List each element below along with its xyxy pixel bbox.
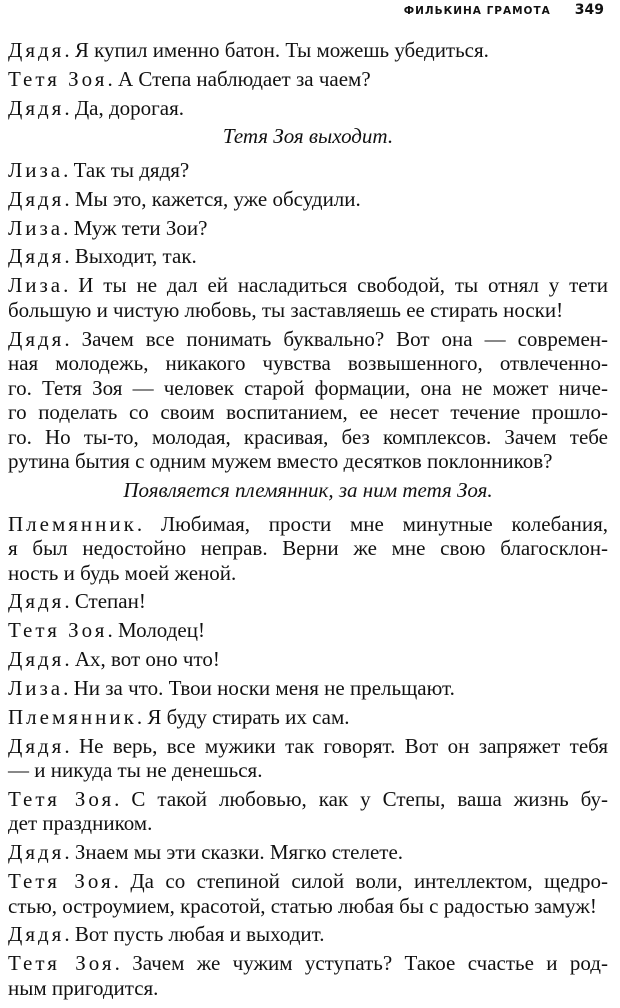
- text-line: Тетя Зоя. А Степа наблюдает за чаем?: [8, 66, 371, 91]
- text-line: Тетя Зоя. Зачем же чужим уступать? Такое счастье и род-: [8, 951, 608, 976]
- dialogue-paragraph: [8, 589, 608, 614]
- dialogue-paragraph: [8, 951, 608, 1000]
- text-line: Дядя. Зачем все понимать буквально? Вот она — современ-: [8, 326, 609, 351]
- stage-direction: Появляется племянник, за ним тетя Зоя.: [123, 478, 493, 503]
- line-text: Я купил именно батон. Ты можешь убедиться.: [74, 38, 489, 62]
- line-text: ная молодежь, никакого чувства возвышенного, отвлеченно-: [8, 351, 608, 376]
- speaker-name: Тетя Зоя: [8, 618, 108, 643]
- dialogue-paragraph: [8, 67, 608, 92]
- speaker-name: Дядя: [8, 95, 65, 120]
- dialogue-paragraph: [8, 705, 608, 730]
- line-text: дет праздником.: [8, 811, 153, 836]
- dialogue-paragraph: [8, 618, 608, 643]
- line-text: Любимая, прости мне минутные колебания,: [160, 511, 608, 536]
- speaker-name: Дядя: [8, 38, 65, 62]
- line-text: рутина бытия с одним мужем вместо десятков поклонников?: [8, 449, 553, 474]
- dialogue-paragraph: [8, 273, 608, 322]
- text-line: [8, 536, 608, 561]
- line-text: Выходит, так.: [74, 244, 197, 269]
- text-line: [8, 351, 608, 376]
- line-text: большую и чистую любовь, ты заставляешь ее стирать носки!: [8, 297, 564, 322]
- speaker-name: Дядя: [8, 840, 65, 865]
- text-line: Племянник. Я буду стирать их сам.: [8, 704, 350, 729]
- text-line: [8, 561, 608, 586]
- text-line: [8, 425, 608, 450]
- speaker-name: Тетя Зоя: [8, 786, 115, 811]
- line-text: Знаем мы эти сказки. Мягко стелете.: [74, 840, 404, 865]
- speaker-name: Дядя: [8, 647, 65, 672]
- text-line: [8, 811, 608, 836]
- speaker-name: Лиза: [8, 158, 64, 182]
- dialogue-paragraph: [8, 158, 608, 183]
- line-text: Я буду стирать их сам.: [147, 704, 350, 729]
- speaker-name: Дядя: [8, 186, 65, 211]
- line-text: Да, дорогая.: [74, 95, 185, 120]
- speaker-name: Племянник: [8, 704, 137, 729]
- dialogue-paragraph: [8, 922, 608, 947]
- text-line: [8, 449, 608, 474]
- dialogue-paragraph: [8, 512, 608, 586]
- text-line: [8, 400, 608, 425]
- running-title: ФИЛЬКИНА ГРАМОТА: [403, 5, 551, 17]
- text-line: Лиза. Муж тети Зои?: [8, 215, 208, 240]
- text-line: Дядя. Вот пусть любая и выходит.: [8, 922, 325, 947]
- line-text: стью, остроумием, красотой, статью любая бы с радостью замуж!: [8, 893, 597, 918]
- text-line: [8, 976, 608, 1001]
- dialogue-paragraph: [8, 38, 608, 63]
- text-line: Дядя. Не верь, все мужики так говорят. Вот он запряжет тебя: [8, 733, 609, 758]
- text-line: Тетя Зоя. Молодец!: [8, 618, 205, 643]
- text-line: [8, 376, 608, 401]
- dialogue-paragraph: [8, 327, 608, 474]
- text-line: Лиза. И ты не дал ей насладиться свободой, ты отнял у тети: [8, 273, 608, 298]
- text-line: Тетя Зоя. С такой любовью, как у Степы, ваша жизнь бу-: [8, 786, 609, 811]
- text-line: Племянник. Любимая, прости мне минутные колебания,: [8, 511, 608, 536]
- speaker-name: Дядя: [8, 244, 65, 269]
- text-line: Дядя. Мы это, кажется, уже обсудили.: [8, 186, 361, 211]
- play-text: [8, 38, 608, 1005]
- page-header: [404, 2, 604, 24]
- speaker-name: Тетя Зоя: [8, 951, 115, 976]
- line-text: Так ты дядя?: [73, 158, 190, 182]
- line-text: Муж тети Зои?: [73, 215, 208, 240]
- line-text: Да со степиной силой воли, интеллектом, щедро-: [130, 869, 608, 894]
- text-line: [8, 894, 608, 919]
- line-text: Вот пусть любая и выходит.: [74, 922, 325, 947]
- dialogue-paragraph: [8, 840, 608, 865]
- speaker-name: Дядя: [8, 326, 65, 351]
- line-text: Мы это, кажется, уже обсудили.: [74, 186, 361, 211]
- dialogue-paragraph: [8, 676, 608, 701]
- dialogue-paragraph: [8, 869, 608, 918]
- text-line: Дядя. Степан!: [8, 589, 146, 614]
- speaker-name: Дядя: [8, 922, 65, 947]
- line-text: ность и будь моей женой.: [8, 560, 237, 585]
- text-line: Лиза. Ни за что. Твои носки меня не прельщают.: [8, 675, 455, 700]
- text-line: Дядя. Выходит, так.: [8, 244, 197, 269]
- line-text: я был недостойно неправ. Верни же мне свою благосклон-: [8, 536, 608, 561]
- line-text: Не верь, все мужики так говорят. Вот он запряжет тебя: [79, 733, 609, 758]
- line-text: С такой любовью, как у Степы, ваша жизнь бу-: [131, 786, 609, 811]
- text-line: [8, 298, 608, 323]
- line-text: А Степа наблюдает за чаем?: [117, 66, 371, 91]
- dialogue-paragraph: [8, 187, 608, 212]
- line-text: го поделать со своим воспитанием, ее несет течение прошло-: [8, 400, 608, 425]
- speaker-name: Дядя: [8, 733, 65, 758]
- text-line: [8, 758, 608, 783]
- speaker-name: Лиза: [8, 273, 64, 298]
- page-number: 349: [574, 2, 604, 18]
- dialogue-paragraph: [8, 96, 608, 121]
- speaker-name: Племянник: [8, 511, 137, 536]
- line-text: Ни за что. Твои носки меня не прельщают.: [73, 675, 455, 700]
- text-line: Тетя Зоя. Да со степиной силой воли, интеллектом, щедро-: [8, 869, 608, 894]
- line-text: го. Но ты-то, молодая, красивая, без комплексов. Зачем тебе: [8, 424, 608, 449]
- line-text: И ты не дал ей насладиться свободой, ты отнял у тети: [78, 273, 608, 298]
- dialogue-paragraph: [8, 734, 608, 783]
- speaker-name: Лиза: [8, 675, 64, 700]
- line-text: — и никуда ты не денешься.: [8, 758, 263, 783]
- line-text: го. Тетя Зоя — человек старой формации, она не может ниче-: [8, 375, 608, 400]
- line-text: Степан!: [74, 589, 146, 614]
- dialogue-paragraph: [8, 647, 608, 672]
- line-text: Зачем же чужим уступать? Такое счастье и род-: [132, 951, 608, 976]
- text-line: Лиза. Так ты дядя?: [8, 158, 190, 182]
- text-line: Дядя. Да, дорогая.: [8, 95, 185, 120]
- text-line: Дядя. Знаем мы эти сказки. Мягко стелете.: [8, 840, 404, 865]
- speaker-name: Тетя Зоя: [8, 869, 114, 894]
- line-text: Зачем все понимать буквально? Вот она — современ-: [81, 326, 609, 351]
- dialogue-paragraph: [8, 787, 608, 836]
- speaker-name: Тетя Зоя: [8, 66, 108, 91]
- stage-direction: Тетя Зоя выходит.: [222, 124, 394, 149]
- text-line: Дядя. Я купил именно батон. Ты можешь убедиться.: [8, 38, 489, 62]
- line-text: Ах, вот оно что!: [74, 647, 220, 672]
- dialogue-paragraph: [8, 244, 608, 269]
- speaker-name: Лиза: [8, 215, 64, 240]
- dialogue-paragraph: [8, 216, 608, 241]
- line-text: ным пригодится.: [8, 975, 159, 1000]
- text-line: Дядя. Ах, вот оно что!: [8, 647, 220, 672]
- speaker-name: Дядя: [8, 589, 65, 614]
- line-text: Молодец!: [117, 618, 205, 643]
